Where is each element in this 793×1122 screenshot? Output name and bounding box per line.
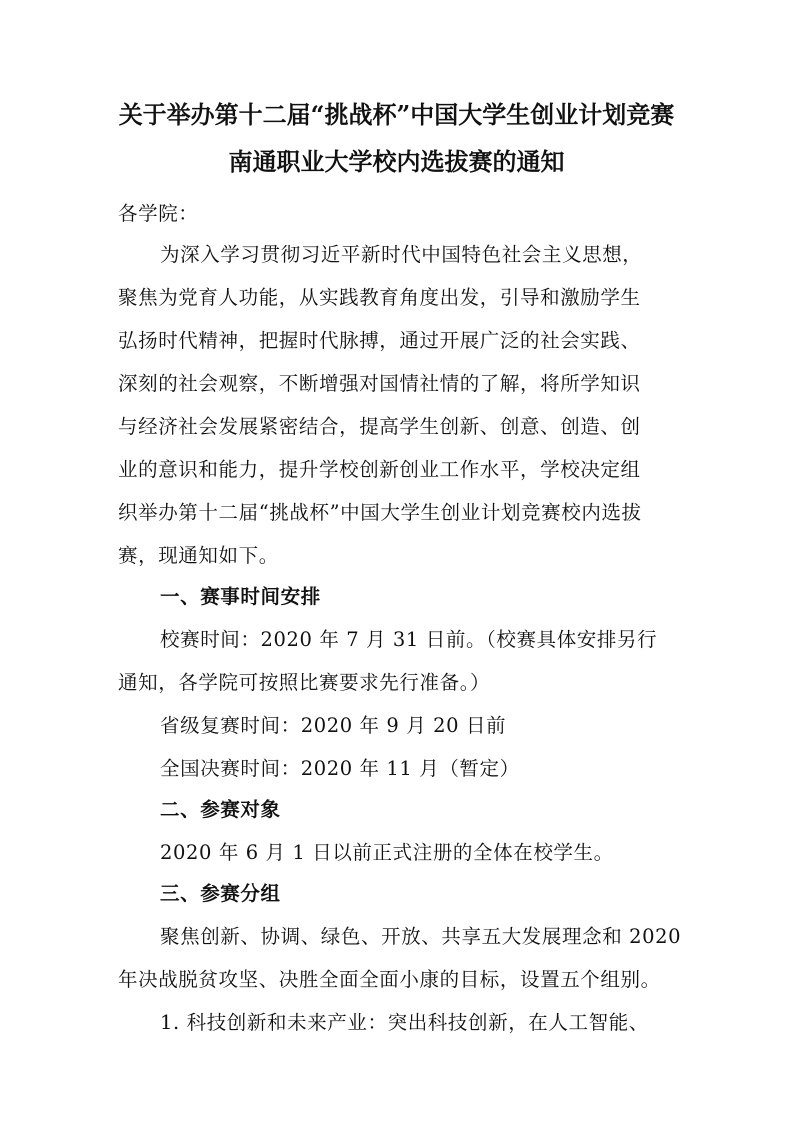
intro-line-5: 与经济社会发展紧密结合，提高学生创新、创意、创造、创 — [118, 415, 641, 438]
intro-line-2: 聚焦为党育人功能，从实践教育角度出发，引导和激励学生 — [118, 286, 641, 309]
intro-line-6: 业的意识和能力，提升学校创新创业工作水平，学校决定组 — [118, 458, 641, 481]
eligible-participants: 2020 年 6 月 1 日以前正式注册的全体在校学生。 — [160, 841, 614, 864]
intro-line-7: 织举办第十二届“挑战杯”中国大学生创业计划竞赛校内选拔 — [118, 501, 642, 524]
school-competition-time-line-2: 通知，各学院可按照比赛要求先行准备。） — [118, 671, 491, 694]
intro-line-4: 深刻的社会观察，不断增强对国情社情的了解，将所学知识 — [118, 372, 641, 395]
intro-line-1: 为深入学习贯彻习近平新时代中国特色社会主义思想， — [160, 243, 643, 266]
provincial-round-time: 省级复赛时间：2020 年 9 月 20 日前 — [160, 714, 507, 737]
document-title-line-2: 南通职业大学校内选拔赛的通知 — [228, 147, 565, 176]
school-competition-time-line-1: 校赛时间：2020 年 7 月 31 日前。（校赛具体安排另行 — [160, 628, 658, 651]
national-final-time: 全国决赛时间：2020 年 11 月（暂定） — [160, 757, 520, 780]
section-3-heading: 三、参赛分组 — [160, 882, 281, 905]
section-1-heading: 一、赛事时间安排 — [160, 585, 321, 608]
section-2-heading: 二、参赛对象 — [160, 798, 281, 821]
salutation: 各学院： — [118, 202, 199, 225]
intro-line-8: 赛，现通知如下。 — [118, 544, 279, 567]
document-title-line-1: 关于举办第十二届“挑战杯”中国大学生创业计划竞赛 — [118, 100, 675, 129]
grouping-text-line-1: 聚焦创新、协调、绿色、开放、共享五大发展理念和 2020 — [160, 925, 682, 948]
intro-line-3: 弘扬时代精神，把握时代脉搏，通过开展广泛的社会实践、 — [118, 329, 641, 352]
grouping-text-line-2: 年决战脱贫攻坚、决胜全面全面小康的目标，设置五个组别。 — [118, 968, 661, 991]
group-item-1: 1. 科技创新和未来产业：突出科技创新，在人工智能、 — [160, 1011, 649, 1034]
